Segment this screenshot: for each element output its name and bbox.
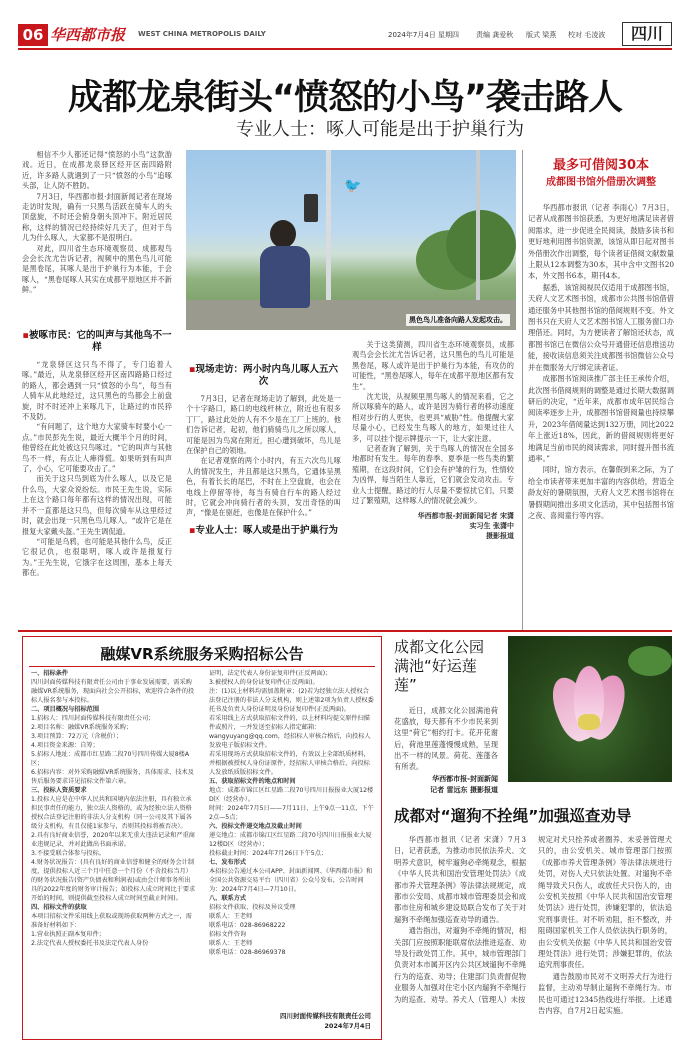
body-paragraph: 而关于这只鸟到底为什么啄人，以及它是什么鸟，大家众说纷纭。市民王先生说，实际上在这个路口每年都有这样的情况出现，可能并不一直都是这只鸟，但每次骑车从这里经过时，就会出现一只黑色鸟儿啄人。“或许它是在报复大家戴头盔。”王先生调侃道。 — [22, 474, 172, 536]
body-paragraph: 近日，成都文化公园满池荷花盛放，每天都有不少市民来到这里“荷它”相约打卡。花开花谢后，荷池里莲蓬慢慢成熟，呈现出不一样的风景。荷花、莲蓬各有所表。 — [394, 706, 498, 772]
byline: 华西都市报-封面新闻 记者 雷远东 摄影报道 — [430, 775, 498, 795]
ad-line: 本招标公告通过本公司APP、封面新闻网、《华西都市报》和全国公共资源交易平台（四川省）公众号发布，公告时间为：2024年7月4日—7月10日。 — [209, 868, 373, 893]
ad-line: 若采用现场方式获取招标文件的，有效以上全部纸质材料，并根据被授权人身份证原件，经招标人审核合格后，向投标人发放纸质版招标文件。 — [209, 751, 370, 776]
byline: 华西都市报-封面新闻记者 宋潇 实习生 张潇中 摄影报道 — [417, 511, 514, 540]
lead-photo — [186, 150, 516, 330]
lotus-seedpod — [578, 714, 600, 730]
intro-paragraph: 相信不少人都还记得“愤怒的小鸟”这款游戏。近日，在成都龙泉驿区经开区南四路附近，许多路人就遇到了一只“愤怒的小鸟”追啄头部，让人防不胜防。 — [22, 150, 172, 191]
ad-line: 5.招标人地址：成都市红星路二段70号四川传媒大厦8楼A区； — [31, 751, 190, 767]
body-paragraph: 规定对犬只拴养或者圈养、未妥善管理犬只的，由公安机关、城市管理部门按照《成都市养犬管理条例》等法律法规进行处罚，对伤人犬只依法处置。对遛狗不牵绳导致犬只伤人，或放任犬只伤人的，由公安机关按照《中华人民共和国治安管理处罚法》进行处罚，涉嫌犯罪的，依法追究刑事责任。对不听劝阻，拒不整改，并阻碍国家机关工作人员依法执行职务的，由公安机关依据《中华人民共和国治安管理处罚法》进行处罚；涉嫌犯罪的，依法追究刑事责任。 — [538, 835, 672, 970]
ad-line: 地点：成都市锦江区红星路二段70号四川日报报业大厦12楼D区（经营办）。 — [209, 787, 374, 803]
lead-subhead: 专业人士：啄人可能是出于护巢行为 — [236, 119, 524, 140]
ad-line: 4.财务状况报告：(具有良好的商业信誉和健全的财务会计制度，提供投标人近三个月中任意一个月份（不含投标当月）的财务状况报告(资产负债表和利润表)或由会计师事务所出具的2022年度的财务审计报告；如投标人成立时间比于要求开始的时间，则提供截至投标人成立时间至截止时间)。 — [31, 859, 196, 902]
ad-line: 递交地点：成都市锦江区红星路二段70号四川日报报业大厦12楼D区（经营办）； — [209, 832, 372, 848]
header-rule — [18, 48, 672, 50]
ad-line: 招标文件咨询 — [209, 931, 247, 938]
body-paragraph: 华西都市报讯（记者 宋潇）7月3日，记者获悉，为推动市民依法养犬、文明养犬意识，树牢遛狗必牵绳观念，根据《中华人民共和国治安管理处罚法》《成都市养犬管理条例》等法律法规规定，成都市公安局、成都市城市管理委员会和成都市住房和城乡建设局联合发布了关于对遛狗不牵绳加强巡查劝导的通告。 — [394, 835, 526, 924]
section-tag: 四川 — [622, 22, 672, 46]
photo-caption: 黑色鸟儿准备向路人发起攻击。 — [406, 314, 510, 326]
dogs-headline: 成都对“遛狗不拴绳”加强巡查劝导 — [394, 807, 632, 825]
section-title: ▪专业人士：啄人或是出于护巢行为 — [189, 524, 338, 536]
ad-line: 2.项目名称：融媒VR系统服务采购； — [31, 724, 133, 731]
park-headline: 成都文化公园 满池“好运莲莲” — [394, 638, 485, 694]
body-paragraph: “有问题了，这个地方大家骑车时要小心一点。”市民彭先生说，最近大概半个月的时间，他曾经在此处被这只鸟啄过。“它的叫声与其他鸟不一样，有点让人瘆得慌。如果听到有叫声了，小心，它可能要攻击了。” — [22, 422, 172, 474]
body-paragraph: “可能是乌鸦，也可能是其他什么鸟，反正它很记仇，也很聪明，啄人或许是报复行为。”王先生说，它饿字在这周围，基本上每天都在。 — [22, 536, 172, 578]
ad-line: 联系电话：028-86968222 — [209, 922, 286, 929]
ad-line: 联系人：王老师 — [209, 940, 253, 947]
ad-heading: 八、联系方式 — [209, 895, 247, 902]
ad-heading: 三、投标人资质要求 — [31, 787, 87, 794]
lotus-photo — [508, 636, 672, 782]
tree — [446, 210, 516, 280]
body-paragraph: 通告鼓励市民对不文明养犬行为进行监督，主动劝导制止遛狗不牵绳行为。市民也可通过12345热线进行举报。上述通告内容，自7月2日起实施。 — [538, 971, 672, 1016]
dogs-column-2 — [538, 834, 672, 1017]
intro-paragraph: 对此，四川省生态环境观察员、成都观鸟会会长沈尤告诉记者，视频中的黑色鸟儿可能是黑卷尾，其啄人是出于护巢行为本能，于会啄人，“黑卷尾啄人其实在成都平原地区并不新鲜。” — [22, 243, 172, 295]
intro-paragraph: 7月3日，华西都市报·封面新闻记者在现场走访时发现，确有一只黑鸟活跃在骑车人的头顶盘旋，不时还会俯身朝头顶冲下。附近居民称，这样的情况已经持续好几天了，但对于鸟儿为什么啄人，大家都不是很明白。 — [22, 191, 172, 243]
ad-line: 3.项目预算：72万元（含税价）； — [31, 733, 123, 740]
paper-name-en: WEST CHINA METROPOLIS DAILY — [138, 30, 266, 38]
proofreader: 校对 毛凌波 — [568, 31, 606, 39]
ad-line: 联系人：王老师 — [209, 913, 253, 920]
ad-line: 3.不接受联合体参与投标。 — [31, 850, 105, 857]
issue-date: 2024年7月4日 星期四 — [388, 31, 459, 39]
body-paragraph: 同时，馆方表示，在馨假到来之际，为了给全市读者带来更加丰富的内容供给，营造全龄友好的暑期氛围，天府人文艺术图书馆将在暑假期间推出多项文化活动，其中包括图书馆之夜、喜阅童行等内容。 — [528, 465, 674, 520]
page-header — [0, 14, 690, 48]
ad-line: 1.营业执照正副本复印件； — [31, 931, 105, 938]
editor: 责编 龚爱秋 — [476, 31, 514, 39]
ad-line: 时间：2024年7月5日——7月11日，上午9点一11点，下午2点—5点； — [209, 805, 374, 821]
body-paragraph: 华西都市报讯（记者 李雨心）7月3日，记者从成都图书馆获悉，为更好地满足读者借阅需求，进一步促进全民阅读，鼓励多读书和更好地利用图书馆资源，该馆从即日起对图书外借册次作出调整，每个读者证借阅文献数量上限从12本调整为30本，其中含中文图书20本，外文图书6本，期刊4本。 — [528, 203, 674, 281]
ad-line: 注：(1)以上材料均需加盖附章；(2)若为经独立法人授权合法登记注册的非法人分支机构，则上述第2项为负责人授权委托书及负责人身份证明及身份证复印件(正反两面)。 — [209, 688, 374, 713]
body-paragraph: 据悉，该馆阅视民仅适用于成都图书馆，天府人文艺术图书馆，成都市公共图书馆借借通还服务中其他图书馆的借阅规则不变。外文图书只在天府人文艺术图书馆人工服务窗口办理借还。同时，为方便读者了解馆还状态，成都图书馆已在微信公众号开通借还信息推送功能，接收读信息须关注成都图书馆微信公众号并在微服务大厅绑定读者证。 — [528, 282, 674, 372]
ad-line: 1.投标人应是在中华人民共和国境内依法注册，具有独立承担民事责任的能力，独立法人资格的，或为经独立法人资格授权合法登记注册的非法人分支机构（同一公司及其下属各级分支机构，有且仅能1家参与，否则其投标将被否决）。 — [31, 796, 192, 830]
body-paragraph: 通告指出，对遛狗不牵绳的情况，相关部门应按照职能联席依法推进巡查、劝导及行政处罚工作。其中，城市管理部门负责对本市属开区内公共区域遛狗不牵绳行为的巡查、劝导；住建部门负责督促物业服务人加强对住宅小区内遛狗不牵绳行为的巡查、劝导。养犬人（管理人）未按 — [394, 926, 526, 1004]
lead-column-3 — [352, 340, 514, 541]
ad-line: 若采用线上方式获取招标文件的，以上材料均提交原件扫描件或照片，一并发送至招标人指定邮箱：wangyuyang@qq.com，经招标人审核合格后，向投标人发放电子版招标文件。 — [209, 715, 371, 749]
body-paragraph: 沈尤说，从视频里黑鸟啄人的情况来看，它之所以啄骑车的路人，或许是因为骑行者的移动速度相对步行的人更快，也更具“威胁”性。他提醒大家尽量小心，已经发生鸟啄人的地方，如果过往人多，可以挂个提示牌提示一下，让大家注意。 — [352, 392, 514, 443]
ad-heading: 四、招标文件的获取 — [31, 904, 87, 911]
ad-heading: 一、招标条件 — [31, 670, 69, 677]
ad-line: 联系电话：028-86969378 — [209, 949, 286, 956]
layout-editor: 版式 梁燕 — [526, 31, 557, 39]
ad-line: 3.被授权人的身份证复印件(正反两面)。 — [209, 679, 319, 686]
traffic-light — [304, 194, 318, 222]
body-paragraph: 关于这类猜测，四川省生态环境观察员，成都观鸟会会长沈尤告诉记者，这只黑色的鸟儿可能是黑卷尾，啄人或许是出于护巢行为本能，有攻仿的可能性，“黑卷尾啄人，每年在成都平原地区都有发生”。 — [352, 340, 514, 391]
ad-heading: 五、获取招标文件的地点和时间 — [209, 778, 296, 785]
section-title: ▪被啄市民：它的叫声与其他鸟不一样 — [22, 330, 172, 353]
body-paragraph: “龙泉驿区这只鸟不得了，专门追着人啄。”最近，从龙泉驿区经开区南四路路口经过的路人，都会遇到一只“愤怒的小鸟”，每当有人骑车从此地经过，这只黑色的鸟都会上前盘旋，时不时还冲上来啄几下，让路过的市民猝不及防。 — [22, 360, 172, 422]
ad-heading: 六、投标文件递交地点及截止时间 — [209, 823, 302, 830]
body-paragraph: 成都图书馆阅读推广部主任王承传介绍，此次图书借阅规则的调整是通过长期大数据调研后的决定，“近年来，成都市成年居民综合阅读率逐步上升，成都图书馆借阅量也持续攀升，2023年借阅量达到132万册，同比2022年上涨近18%，因此，新的借阅规则将更好地满足当前市民的阅读需求，同时提升图书流通率。” — [528, 374, 674, 463]
lead-intro — [22, 150, 172, 296]
ad-line: 4.项目资金来源：自筹； — [31, 742, 99, 749]
ad-line: 本项目招标文件采用线上获取或现场获取两种方式之一，需准备好材料如下： — [31, 913, 192, 929]
lead-column-2 — [186, 340, 341, 541]
ad-heading: 二、项目概况与招标范围 — [31, 706, 100, 713]
cyclist — [256, 220, 316, 310]
ad-column-2 — [209, 669, 375, 957]
ad-line: 2.具有良好商业信誉，2020年以来无重大违法记录和严重商业违规记录，并对此做出书面承诺。 — [31, 832, 195, 848]
body-paragraph: 记者查询了解到，关于鸟啄人的情况在全国多地都时有发生。每年的春季、夏季是一些鸟类的繁殖期，在这段时间，它们会有护雏的行为，性情较为凶悍，每当陌生人靠近，它们就会发动攻击。专业人士提醒，路过的行人尽量不要惊扰它们，只要过了繁殖期，这样啄人的情况就会减少。 — [352, 444, 514, 506]
ad-title: 融媒VR系统服务采购招标公告 — [100, 645, 304, 663]
ad-line: 投标截止时间：2024年7月26日下午5点； — [209, 850, 328, 857]
paper-logo: 华西都市报 — [50, 26, 126, 44]
library-subhead: 成都图书馆外借册次调整 — [546, 177, 656, 188]
page-number-badge: 06 — [18, 24, 48, 46]
dogs-column-1 — [394, 834, 526, 1005]
body-paragraph: 7月3日，记者在现场走访了解到，此处是一个十字路口，路口的电线杆林立，附近也有很多丁厂，路过此处的人有不少是在工厂上班的。他们告诉记者，起初，他们骑骑鸟儿之所以啄人，可能是因为鸟窝在附近，担心遭到破坏，鸟儿是在保护自己的领地。 — [186, 394, 341, 456]
bird-icon: 🐦 — [344, 178, 362, 194]
library-headline: 最多可借阅30本 — [552, 158, 650, 173]
ad-line: 2.法定代表人授权委托书及法定代表人身份 — [31, 940, 149, 947]
ad-line: 6.招标内容：对外采购融媒VR系统服务，具体需求、技术及售后服务要求详见招标文件第六章。 — [31, 769, 194, 785]
ad-heading: 七、发布形式 — [209, 859, 247, 866]
ad-line: 1.招标人：四川封面传媒科技有限责任公司； — [31, 715, 155, 722]
lotus-leaf — [628, 646, 672, 676]
section-title: ▪现场走访：两小时内鸟儿啄人五六次 — [189, 364, 338, 387]
lead-column-1 — [22, 330, 172, 579]
ad-line: 证明，法定代表人身份证复印件(正反两面)； — [209, 670, 332, 677]
ad-issuer: 四川封面传媒科技有限责任公司 2024年7月4日 — [280, 1012, 371, 1030]
ad-line: 四川封面传媒科技有限责任公司由于事业发展需要，需采购融媒VR系统服务，现面向社会公开招标，欢迎符合条件的投标人报名参与本投标。 — [31, 679, 195, 704]
body-paragraph: 在记者观察的两个小时内，有五六次鸟儿啄人的情况发生，并且都是这只黑鸟，它通体呈黑色，有着长长的尾巴，不时在上空盘旋，也会在电线上停留等待，每当有骑自行车的路人经过时，它就会冲向骑行者的头顶，发出奇怪的叫声，“像是在驱赶，也像是在保护什么。” — [186, 456, 341, 518]
lead-headline: 成都龙泉街头“愤怒的小鸟”袭击路人 — [67, 78, 622, 118]
section-rule — [18, 630, 672, 632]
ad-column-1 — [31, 669, 196, 948]
library-article — [528, 158, 674, 521]
ad-line: 招标文件获取、投标及异议受理 — [209, 904, 296, 911]
tender-ad — [22, 636, 382, 1040]
column-divider — [522, 150, 523, 630]
park-article — [394, 638, 498, 796]
